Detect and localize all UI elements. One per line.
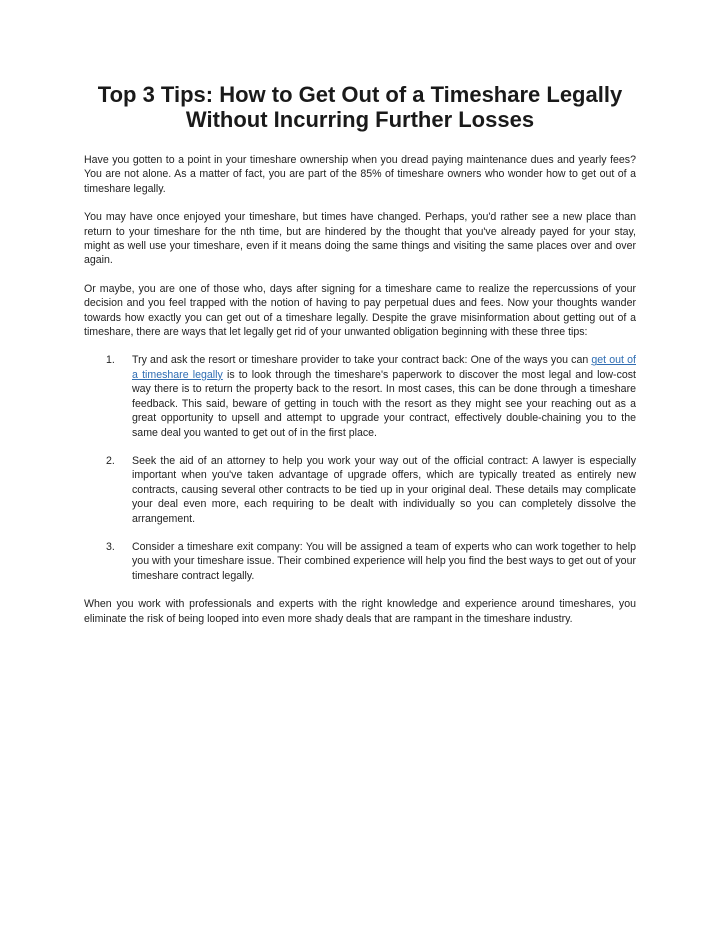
tips-list bbox=[84, 353, 636, 583]
tip-item-3 bbox=[84, 540, 636, 583]
tip-item-1 bbox=[84, 353, 636, 439]
tip-number: 3. bbox=[106, 540, 115, 553]
tip-number: 1. bbox=[106, 354, 115, 367]
intro-paragraph-1: Have you gotten to a point in your timeshare ownership when you dread paying maintenance dues and yearly fees? You are not alone. As a matter of fact, you are part of the 85% of timeshare owners who wonder how to get out of a timeshare legally. bbox=[84, 154, 636, 195]
intro-paragraph-3: Or maybe, you are one of those who, days after signing for a timeshare came to realize the repercussions of your decision and you feel trapped with the notion of having to pay perpetual dues and fees. Now your thoughts wander towards how exactly you can get out of a timeshare legally. Despite the grave misinformation about getting out of a timeshare, there are ways that let legally get rid of your unwanted obligation beginning with these three tips: bbox=[84, 282, 636, 339]
timeshare-exit-link[interactable]: get out of a timeshare legally bbox=[132, 354, 636, 381]
tip-text-continued: is to look through the timeshare's paperwork to discover the most legal and low-cost way there is to return the property back to the resort. In most cases, this can be done through a timeshare feedback. This said, beware of getting in touch with the resort as they might see your reaching out as a great opportunity to upsell and attempt to upgrade your contract, effectively double-chaining you to the same deal you wanted to get out of in the first place. bbox=[132, 368, 637, 439]
tip-number: 2. bbox=[106, 454, 115, 467]
document-content bbox=[84, 82, 636, 640]
closing-paragraph: When you work with professionals and experts with the right knowledge and experience around timeshares, you eliminate the risk of being looped into even more shady deals that are rampant in the timeshare industry. bbox=[84, 598, 636, 625]
intro-paragraph-2: You may have once enjoyed your timeshare, but times have changed. Perhaps, you'd rather see a new place than return to your timeshare for the nth time, but are hindered by the thought that you've already payed for your stay, might as well use your timeshare, even if it means doing the same things and visiting the same places over and over again. bbox=[84, 211, 636, 267]
tip-item-2 bbox=[84, 454, 636, 526]
tip-text: Try and ask the resort or timeshare provider to take your contract back: One of the ways you can bbox=[132, 354, 592, 367]
tip-text: Seek the aid of an attorney to help you work your way out of the official contract: A lawyer is especially important when you've taken advantage of upgrade offers, which are typically treated as entirely new contracts, causing several other contracts to be tied up in your original deal. These details may complicate your deal even more, each requiring to be dealt with individually so you can completely dissolve the arrangement. bbox=[132, 454, 636, 525]
document-title: Top 3 Tips: How to Get Out of a Timeshare Legally Without Incurring Further Losses bbox=[97, 82, 623, 132]
tip-text: Consider a timeshare exit company: You will be assigned a team of experts who can work together to help you with your timeshare issue. Their combined experience will help you find the best ways to get out of your timeshare contract legally. bbox=[132, 540, 636, 582]
